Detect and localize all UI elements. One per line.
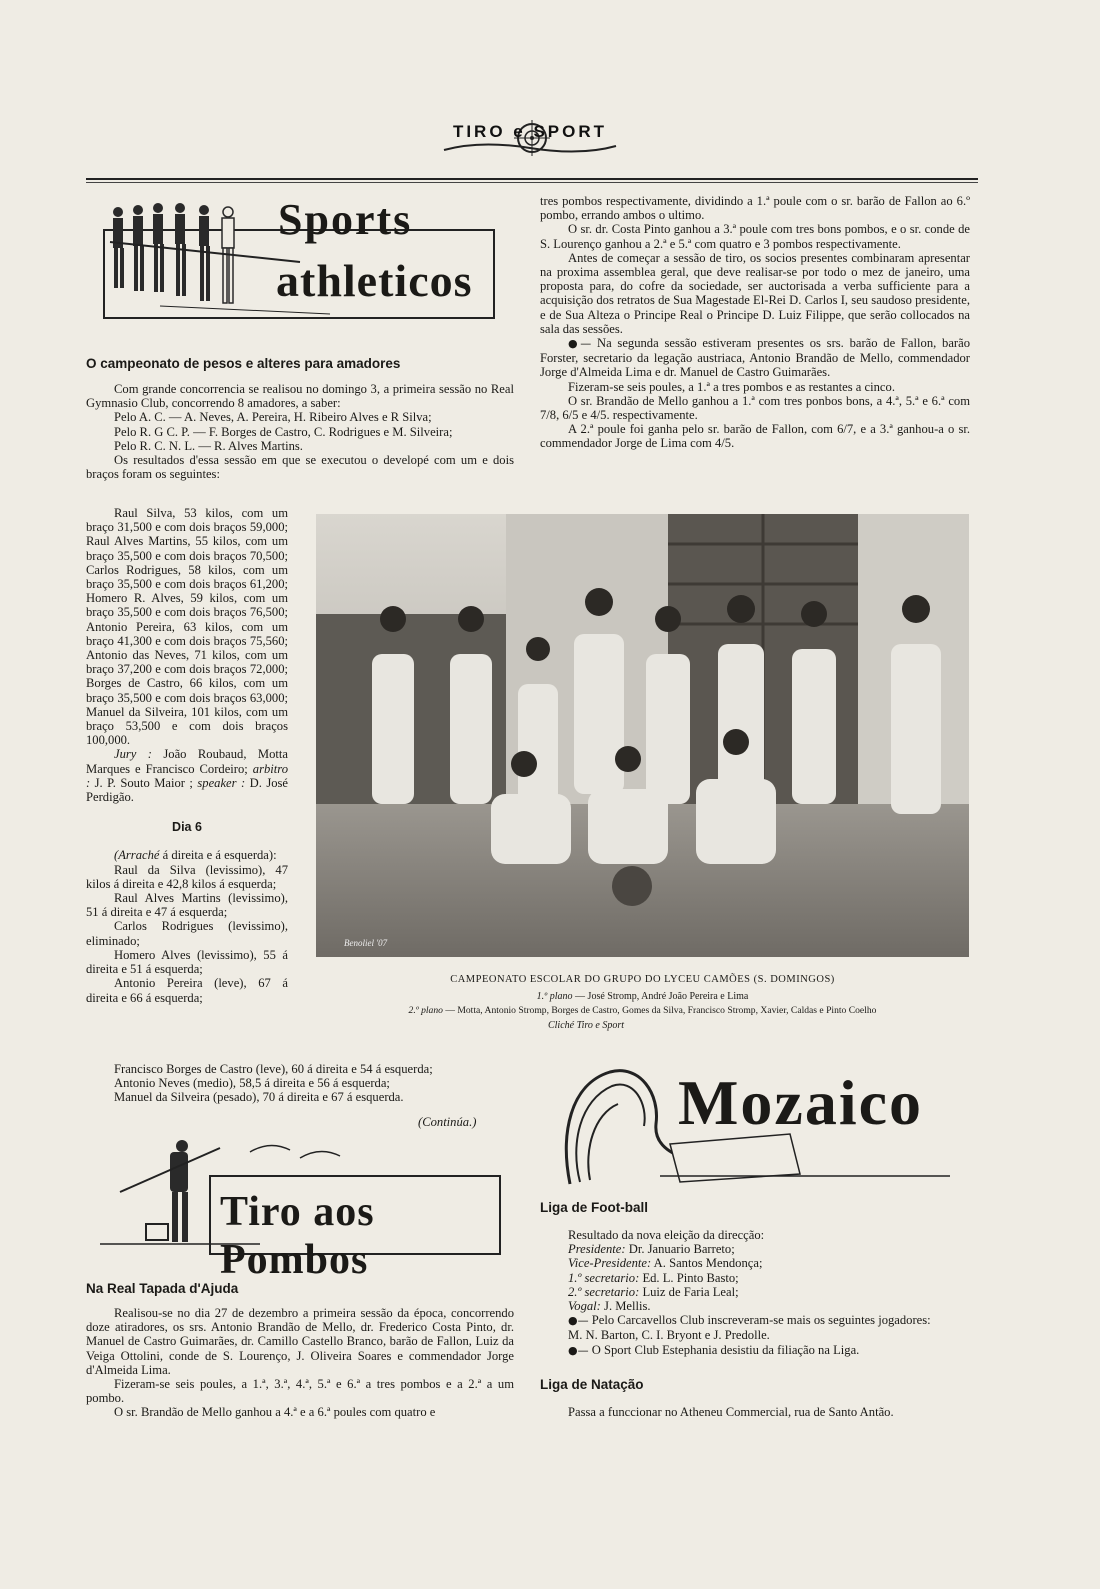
role-label: 1.º secretario:	[568, 1270, 640, 1285]
arrache-paragraph	[86, 848, 288, 862]
liga-football-heading: Liga de Foot-ball	[540, 1200, 648, 1215]
role-label: Presidente:	[568, 1242, 626, 1257]
election-row	[540, 1299, 970, 1313]
paragraph	[540, 336, 970, 380]
result-item: Manuel da Silveira (pesado), 70 á direita e 67 á esquerda.	[114, 1090, 404, 1105]
sports-title-line2: athleticos	[276, 255, 473, 306]
top-rule	[86, 178, 978, 180]
role-value: Luiz de Faria Leal;	[639, 1284, 739, 1299]
sports-athleticos-illustration	[100, 196, 498, 324]
paragraph: Antes de começar a sessão de tiro, os socios presentes combinaram apresentar na proxima assemblea geral, que deve realisar-se por todo o mez de janeiro, uma proposta para, do cofre da sociedade, ser auctorisada a verba sufficiente para a acquisição dos retratos de Sua Magestade El-Rei D. Carlos I, seu saudoso presidente, e de Sua Alteza o Principe Real o Principe D. Luiz Filippe, que serão collocados na sala das sessões.	[540, 250, 970, 336]
bullet-icon: ●—	[568, 337, 592, 351]
photo-caption-line1	[316, 990, 969, 1003]
arrache-text: á direita e á esquerda):	[159, 848, 277, 863]
paragraph: M. N. Barton, C. I. Bryont e J. Predolle.	[568, 1328, 770, 1343]
paragraph: Fizeram-se seis poules, a 1.ª a tres pombos e as restantes a cinco.	[568, 379, 895, 394]
result-item: Carlos Rodrigues (levissimo), eliminado;	[86, 919, 288, 948]
arrache-label: (Arraché	[114, 848, 160, 863]
paragraph: Com grande concorrencia se realisou no domingo 3, a primeira sessão no Real Gymnasio Club, concorrendo 8 amadores, a saber:	[86, 382, 514, 411]
bullet-icon: ●—	[568, 1314, 589, 1328]
result-item: Raul Alves Martins (levissimo), 51 á direita e 47 á esquerda;	[86, 891, 288, 920]
sports-title-line1: Sports	[278, 195, 413, 244]
role-label: Vogal:	[568, 1299, 601, 1314]
right-column-upper	[540, 194, 970, 451]
role-value: Ed. L. Pinto Basto;	[639, 1270, 739, 1285]
paragraph: Realisou-se no dia 27 de dezembro a primeira sessão da época, concorrendo doze atiradores, os srs. Antonio Brandão de Mello, dr. Frederico Costa Pinto, dr. Manuel de Castro Guimarães, dr. Camillo Castello Branco, barão de Fallon, Luiz da Veiga Ottolini, conde de S. Lourenço, J. Oliveira Soares e commendador Jorge d'Almeida Lima.	[86, 1306, 514, 1377]
speaker-name: D. José Perdigão.	[86, 775, 289, 805]
result-item: Homero Alves (levissimo), 55 á direita e 51 á esquerda;	[86, 947, 288, 977]
result-item: Antonio Pereira (leve), 67 á direita e 66 á esquerda;	[86, 976, 288, 1005]
dia-heading: Dia 6	[172, 820, 202, 835]
election-row	[540, 1256, 970, 1270]
masthead-logo	[440, 118, 620, 164]
photo-signature: Benoliel '07	[344, 938, 388, 948]
masthead-title: TIRO e SPORT	[452, 122, 608, 141]
election-row	[540, 1242, 970, 1256]
paragraph: O sr. Brandão de Mello ganhou a 1.ª com tres ponbos bons, a 4.ª, 5.ª e 6.ª com 7/8, 6/5 e 4/5. respectivamente.	[540, 393, 970, 423]
caption-label: 2.º plano	[408, 1005, 443, 1016]
paragraph: Fizeram-se seis poules, a 1.ª, 3.ª, 4.ª, 5.ª e 6.ª a tres pombos e a 2.ª a um pombo.	[86, 1377, 514, 1406]
photo-caption-line2	[316, 1004, 969, 1017]
jury-label: Jury :	[114, 747, 164, 762]
paragraph: A 2.ª poule foi ganha pelo sr. barão de Fallon, com 6/7, e a 3.ª ganhou-a o sr. commendador Jorge de Lima com 4/5.	[540, 422, 970, 451]
photo-caption-title: CAMPEONATO ESCOLAR DO GRUPO DO LYCEU CAMÕES (S. DOMINGOS)	[450, 974, 835, 985]
paragraph-text: O Sport Club Estephania desistiu da filiação na Liga.	[591, 1342, 860, 1357]
paragraph: Pelo R. G C. P. — F. Borges de Castro, C. Rodrigues e M. Silveira;	[114, 424, 453, 439]
election-row	[540, 1271, 970, 1285]
paragraph: Pelo R. C. N. L. — R. Alves Martins.	[114, 438, 303, 453]
election-row	[540, 1285, 970, 1299]
weights-heading: O campeonato de pesos e alteres para amadores	[86, 356, 401, 371]
paragraph	[540, 1313, 970, 1328]
left-column-upper	[86, 382, 514, 481]
result-item: Raul da Silva (levissimo), 47 kilos á direita e 42,8 kilos á esquerda;	[86, 862, 288, 891]
left-column-lower	[86, 1062, 514, 1105]
role-value: Dr. Januario Barreto;	[625, 1242, 735, 1257]
paragraph-text: Pelo Carcavellos Club inscreveram-se mais os seguintes jogadores:	[591, 1313, 931, 1328]
jury-names: João Roubaud, Motta Marques e Francisco Cordeiro;	[86, 747, 288, 776]
team-photo	[316, 514, 969, 957]
result-item: Francisco Borges de Castro (leve), 60 á direita e 54 á esquerda;	[114, 1062, 433, 1076]
paragraph-text: Na segunda sessão estiveram presentes os srs. barão de Fallon, barão Forster, secretario da legação austriaca, Antonio Brandão de Mello, commendador Jorge d'Almeida Lima e dr. Manuel de Castro Guimarães.	[540, 336, 970, 380]
paragraph: Pelo A. C. — A. Neves, A. Pereira, H. Ribeiro Alves e R Silva;	[114, 410, 432, 425]
result-item: Antonio Neves (medio), 58,5 á direita e 56 á esquerda;	[114, 1076, 390, 1091]
jury-paragraph	[86, 747, 288, 804]
continua-note: (Continúa.)	[418, 1115, 477, 1129]
role-label: Vice-Presidente:	[568, 1256, 652, 1271]
role-label: 2.º secretario:	[568, 1284, 640, 1299]
results-paragraph: Raul Silva, 53 kilos, com um braço 31,500 e com dois braços 59,000; Raul Alves Martins, 55 kilos, com um braço 35,500 e com dois braços 70,500; Carlos Rodrigues, 58 kilos, com um braço 35,500 e com dois braços 61,200; Homero R. Alves, 59 kilos, com um braço 35,500 e com dois braços 76,500; Antonio Pereira, 63 kilos, com um braço 41,300 e com dois braços 75,560; Antonio das Neves, 71 kilos, com um braço 37,200 e com dois braços 72,000; Borges de Castro, 66 kilos, com um braço 35,500 e com dois braços 63,000; Manuel da Silveira, 101 kilos, com um braço 53,500 e com dois braços 100,000.	[86, 506, 288, 748]
paragraph: Os resultados d'essa sessão em que se executou o developé com um e dois braços foram os seguintes:	[86, 453, 514, 482]
top-rule-thin	[86, 182, 978, 183]
caption-text: — Motta, Antonio Stromp, Borges de Castro, Gomes da Silva, Francisco Stromp, Xavier, Caldas e Pinto Coelho	[442, 1005, 877, 1016]
speaker-label: speaker :	[197, 775, 250, 790]
arbitro-name: J. P. Souto Maior ;	[94, 775, 198, 790]
paragraph: Passa a funccionar no Atheneu Commercial, rua de Santo Antão.	[568, 1405, 894, 1419]
pombos-heading: Na Real Tapada d'Ajuda	[86, 1281, 239, 1296]
paragraph: O sr. Brandão de Mello ganhou a 4.ª e a 6.ª poules com quatro e	[114, 1405, 436, 1420]
photo-credit: Cliché Tiro e Sport	[547, 1020, 625, 1031]
pombos-column	[86, 1306, 514, 1420]
paragraph: O sr. dr. Costa Pinto ganhou a 3.ª poule com tres bons pombos, e o sr. conde de S. Lourenço ganhou a 2.ª e 5.ª com quatro e 3 pombos respectivamente.	[540, 222, 970, 251]
paragraph	[540, 1343, 970, 1358]
role-value: A. Santos Mendonça;	[651, 1256, 763, 1271]
paragraph: tres pombos respectivamente, dividindo a 1.ª poule com o sr. barão de Fallon ao 6.º pombo, errando ambos o ultimo.	[540, 194, 970, 223]
caption-text: — José Stromp, André João Pereira e Lima	[572, 991, 749, 1002]
liga-natacao-heading: Liga de Natação	[540, 1377, 644, 1392]
tiro-aos-pombos-illustration	[100, 1132, 502, 1283]
liga-column	[540, 1228, 970, 1358]
role-value: J. Mellis.	[600, 1299, 651, 1314]
caption-label: 1.º plano	[536, 991, 573, 1002]
mozaico-title: Mozaico	[678, 1067, 923, 1138]
left-column-narrow	[86, 506, 288, 1005]
arbitro-label: arbitro :	[86, 761, 288, 790]
mozaico-illustration	[560, 1064, 952, 1188]
bullet-icon: ●—	[568, 1343, 589, 1357]
pombos-title: Tiro aos Pombos	[220, 1189, 375, 1283]
natacao-column	[540, 1405, 970, 1419]
paragraph: Resultado da nova eleição da direcção:	[568, 1228, 765, 1242]
